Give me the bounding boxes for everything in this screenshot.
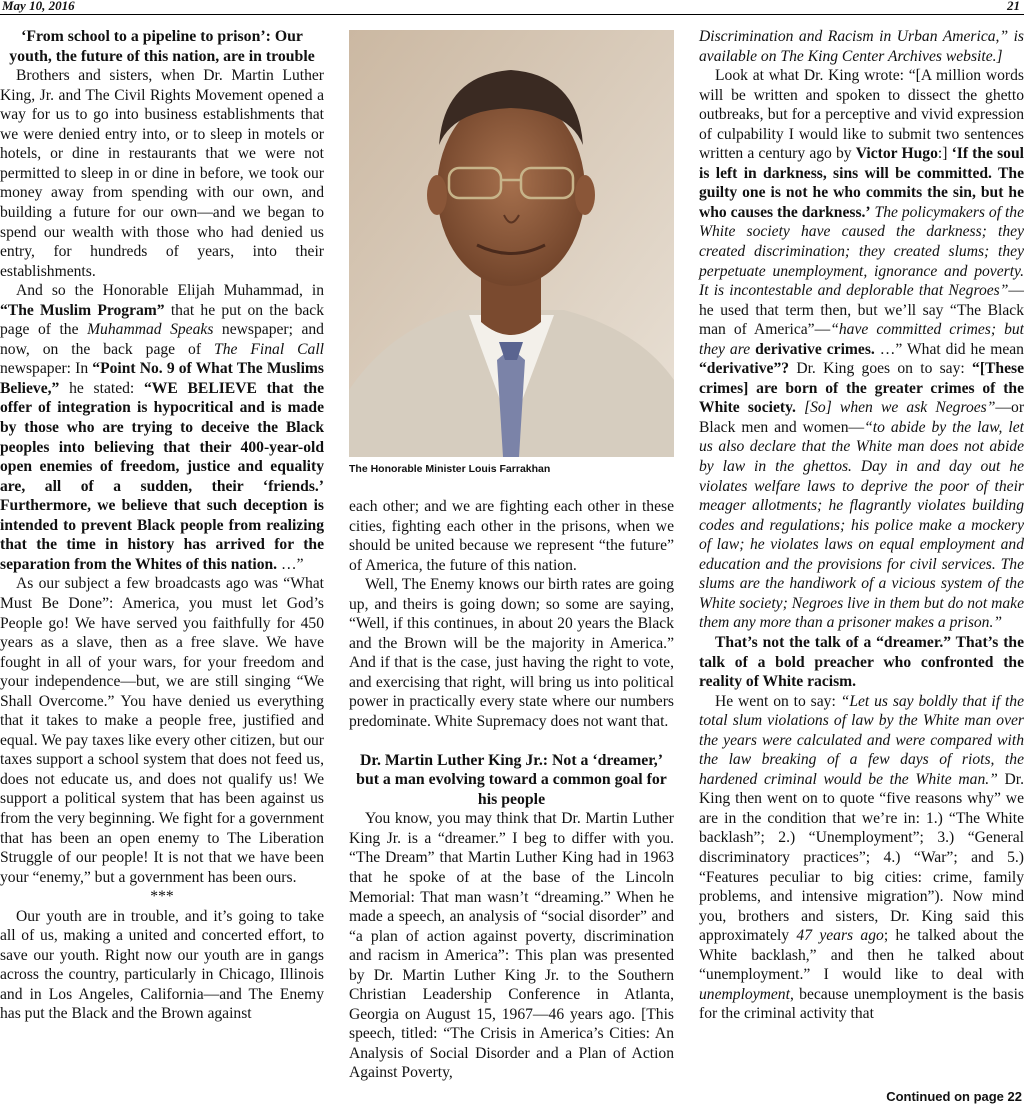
paragraph: He went on to say: “Let us say boldly that if the total slum violations of law by the White man over the years were calculated and were compared with the law breaking of a few days of riots, the hardened criminal would be the White man.” Dr. King then went on to quote “five reasons why” we are in the condition that we’re in: 1.) “The White backlash”; 2.) “Unemployment”; 3.) “General discriminatory practices”; 4.) “War”; and 5.) “Features peculiar to big cities: crime, family problems, and intensive migration”). Now mind you, brothers and sisters, Dr. King said this approximately 47 years ago; he talked about the White backlash,” and then he talked about “unemployment.” I would like to deal with unemployment, because unemployment is the basis for the criminal activity that xyxy=(699,692,1024,1023)
paragraph: Brothers and sisters, when Dr. Martin Luther King, Jr. and The Civil Rights Movement opened a way for us to go into business establishments that we were denied entry into, or to sleep in motels or hotels, or dine in restaurants that we were not permitted to sleep in or dine in before, we took our money away from spending with our own, and building a future for our own—and we began to spend our wealth with those who had denied us entry, for hundreds of years, into their establishments. xyxy=(0,67,324,280)
section-divider: *** xyxy=(150,888,174,906)
page-header xyxy=(0,0,1024,15)
photo-caption: The Honorable Minister Louis Farrakhan xyxy=(349,463,551,475)
section-heading: ‘From school to a pipeline to prison’: Our youth, the future of this nation, are in trouble xyxy=(9,28,315,65)
paragraph: You know, you may think that Dr. Martin Luther King Jr. is a “dreamer.” I beg to differ with you. “The Dream” that Martin Luther King had in 1963 that he spoke of at the base of the Lincoln Memorial: That man wasn’t “dreaming.” When he made a speech, an analysis of “social disorder” and “a plan of action against poverty, discrimination and racism in America”: This plan was presented by Dr. Martin Luther King Jr. to the Southern Christian Leadership Conference in Atlanta, Georgia on August 15, 1967—46 years ago. [This speech, titled: “The Crisis in America’s Cities: An Analysis of Social Disorder and a Plan of Action Against Poverty, xyxy=(349,810,674,1082)
continued-note: Continued on page 22 xyxy=(886,1089,1022,1104)
issue-date: May 10, 2016 xyxy=(2,0,75,13)
paragraph: And so the Honorable Elijah Muhammad, in “The Muslim Program” that he put on the back page of the Muhammad Speaks newspaper; and now, on the back page of The Final Call newspaper: In “Point No. 9 of What The Muslims Believe,” he stated: “WE BELIEVE that the offer of integration is hypocritical and is made by those who are trying to deceive the Black peoples into believing that their 400-year-old open enemies of freedom, justice and equality are, all of a sudden, their ‘friends.’ Furthermore, we believe that such deception is intended to prevent Black people from realizing that the time in history has arrived for the separation from the Whites of this nation. …” xyxy=(0,282,325,573)
section-heading: Dr. Martin Luther King Jr.: Not a ‘dreamer,’ but a man evolving toward a common goal for his people xyxy=(356,751,667,808)
paragraph: each other; and we are fighting each other in these cities, fighting each other in the prisons, when we should be united because we represent “the future” of America, the future of this nation. xyxy=(349,498,674,574)
paragraph: That’s not the talk of a “dreamer.” That’s the talk of a bold preacher who confronted the reality of White racism. xyxy=(699,633,1024,691)
paragraph: Our youth are in trouble, and it’s going to take all of us, making a united and concerted effort, to save our youth. Right now our youth are in gangs across the country, particularly in Chicago, Illinois and in Los Angeles, California—and The Enemy has put the Black and the Brown against xyxy=(0,907,324,1023)
paragraph: Discrimination and Racism in Urban America,” is available on The King Center Archives website.] xyxy=(699,28,1024,65)
paragraph: Look at what Dr. King wrote: “[A million words will be written and spoken to dissect the ghetto outbreaks, but for a perceptive and vivid expression of culpability I would like to submit two sentences written a century ago by Victor Hugo:] ‘If the soul is left in darkness, sins will be committed. The guilty one is not he who commits the sin, but he who causes the darkness.’ The policymakers of the White society have caused the darkness; they created discrimination; they created slums; they perpetuate unemployment, ignorance and poverty. It is incontestable and deplorable that Negroes”—he used that term then, but we’ll say “The Black man of America”—“have committed crimes; but they are derivative crimes. …” What did he mean “derivative”? Dr. King goes on to say: “[These crimes] are born of the greater crimes of the White society. [So] when we ask Negroes”—or Black men and women—“to abide by the law, let us also declare that the White man does not abide by law in the ghettos. Day in and day out he violates welfare laws to deprive the poor of their meager allotments; he flagrantly violates building codes and regulations; his police make a mockery of law; he violates laws on equal employment and education and the provisions for civil services. The slums are the handiwork of a vicious system of the White society; Negroes live in them but do not make them any more than a prisoner makes a prison.” xyxy=(699,67,1024,632)
paragraph: As our subject a few broadcasts ago was “What Must Be Done”: America, you must let God’s People go! We have served you faithfully for 450 years as a slave, then as a free slave. We have fought in all of your wars, for your freedom and your independence—but, we are still singing “We Shall Overcome.” You have denied us everything that it takes to make a people free, justified and equal. We pay taxes like every other citizen, but our taxes support a school system that does not feed us, does not educate us, and does not qualify us! We support a political system that has been against us from the very beginning. We fight for a government that has been an open enemy to The Liberation Struggle of our people! It is not that we have been your “enemy,” but a government has been ours. xyxy=(0,575,324,886)
page-number: 21 xyxy=(1007,0,1020,13)
article-column-3 xyxy=(699,27,1024,1024)
article-column-1 xyxy=(0,27,324,1024)
portrait-photo xyxy=(349,30,674,457)
paragraph: Well, The Enemy knows our birth rates are going up, and theirs is going down; so some are saying, “Well, if this continues, in about 20 years the Black and the Brown will be the majority in America.” And if that is the case, just having the right to vote, and exercising that right, will bring us into political power in practically every state where our numbers predominate. White Supremacy does not want that. xyxy=(349,576,674,731)
farrakhan-portrait-image xyxy=(349,30,674,457)
article-column-2 xyxy=(349,497,674,1083)
spacer xyxy=(349,732,674,751)
